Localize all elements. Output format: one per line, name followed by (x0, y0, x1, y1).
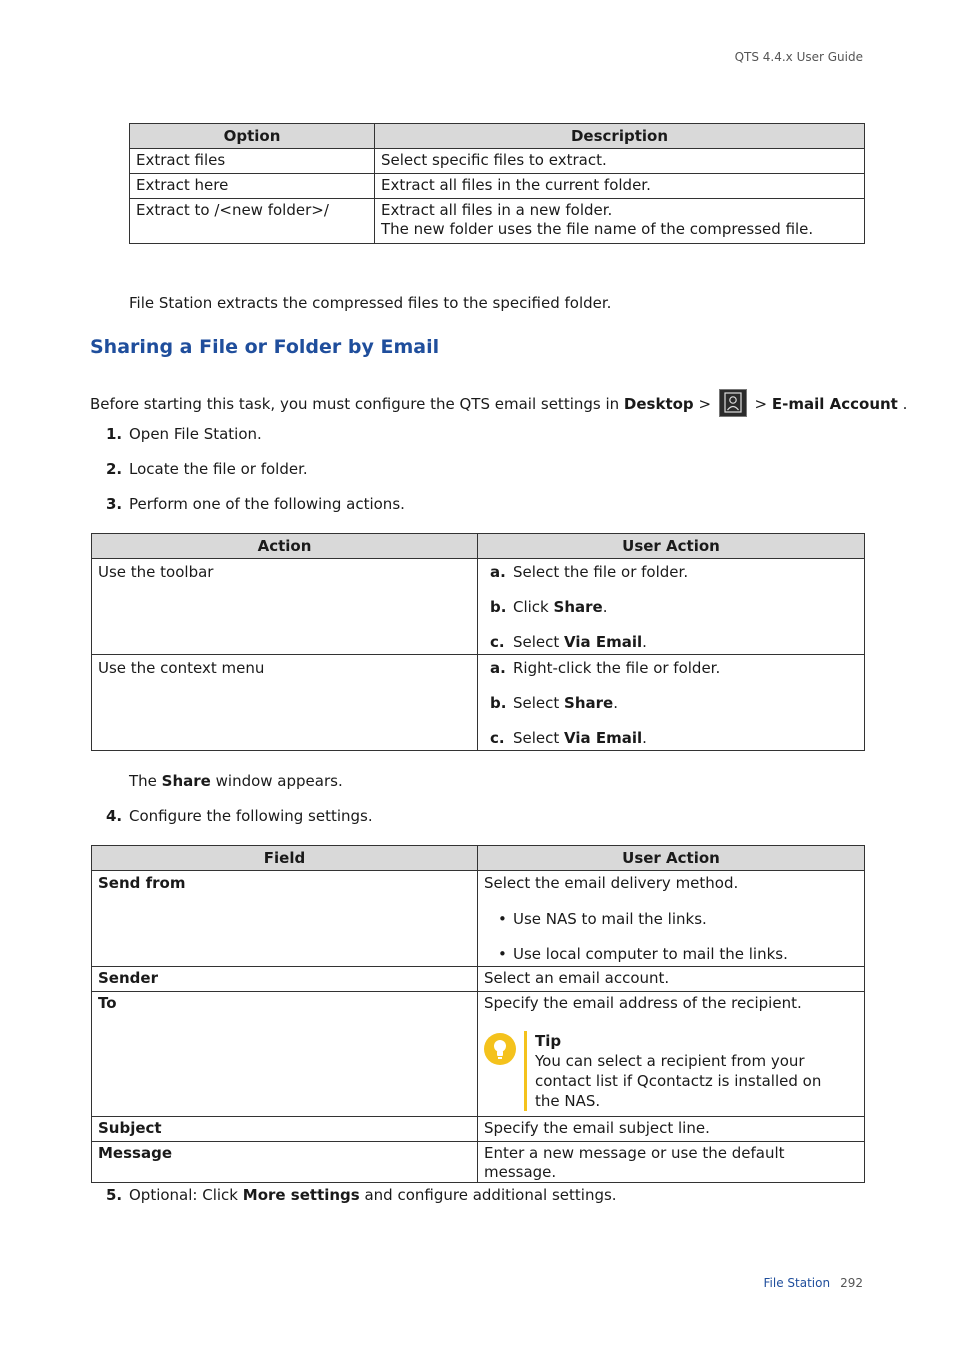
step-text: Open File Station. (129, 425, 262, 443)
action-cell: Use the toolbar (92, 559, 478, 655)
sub-text: . (642, 633, 647, 651)
table-cell: Extract here (130, 174, 375, 199)
field-send-from: Send from (92, 871, 478, 967)
cell-text: Enter a new message or use the default message. (478, 1142, 865, 1183)
desktop-label: Desktop (623, 395, 694, 413)
tip-line: contact list if Qcontactz is installed on (535, 1072, 822, 1090)
sub-bold: Share (553, 598, 603, 616)
col-header-user-action: User Action (478, 534, 865, 559)
field-message: Message (92, 1142, 478, 1183)
cell-text: Specify the email address of the recipient. (484, 994, 802, 1012)
bullet-dot: • (498, 945, 507, 963)
step-3 (106, 495, 405, 513)
tip-box (484, 1031, 858, 1111)
note-bold: Share (161, 772, 211, 790)
table-cell: Extract files (130, 149, 375, 174)
page-footer (764, 1276, 863, 1290)
cell-text: Select an email account. (478, 967, 865, 992)
user-account-icon (719, 389, 747, 417)
tip-line: the NAS. (535, 1092, 601, 1110)
sub-text: . (613, 694, 619, 712)
tip-content (535, 1031, 821, 1111)
sub-step (490, 598, 858, 617)
table-cell: Select specific files to extract. (375, 149, 865, 174)
sub-letter: b. (490, 694, 507, 712)
step-2 (106, 460, 308, 478)
extract-result-text: File Station extracts the compressed files to the specified folder. (129, 294, 612, 312)
email-account-label: E-mail Account (771, 395, 898, 413)
col-header-user-action: User Action (478, 846, 865, 871)
step-number: 2. (106, 460, 123, 478)
bullet-dot: • (498, 910, 507, 928)
send-from-cell (478, 871, 865, 967)
step-text: and configure additional settings. (359, 1186, 617, 1204)
bullet-item (484, 945, 858, 964)
sub-bold: Share (564, 694, 614, 712)
separator: > (749, 395, 772, 413)
col-header-description: Description (375, 124, 865, 149)
step-bold: More settings (242, 1186, 360, 1204)
user-action-cell (478, 559, 865, 655)
sub-letter: c. (490, 729, 505, 747)
step-text: Configure the following settings. (129, 807, 373, 825)
sub-text: Select (513, 729, 565, 747)
sub-text: Right-click the file or folder. (513, 659, 721, 677)
cell-line: Extract all files in a new folder. (381, 201, 613, 219)
sub-letter: a. (490, 563, 506, 581)
sub-bold: Via Email (564, 633, 643, 651)
lightbulb-icon (484, 1033, 516, 1065)
bullet-text: Use NAS to mail the links. (513, 910, 707, 928)
table-cell (375, 199, 865, 244)
step-text: Perform one of the following actions. (129, 495, 405, 513)
sub-bold: Via Email (564, 729, 643, 747)
sub-text: Select the file or folder. (513, 563, 689, 581)
step-number: 4. (106, 807, 123, 825)
bullet-text: Use local computer to mail the links. (513, 945, 788, 963)
sub-letter: b. (490, 598, 507, 616)
tip-title: Tip (535, 1032, 562, 1050)
step-5 (106, 1186, 617, 1204)
footer-section: File Station (763, 1276, 831, 1290)
sub-letter: a. (490, 659, 506, 677)
bullet-item (484, 910, 858, 929)
col-header-action: Action (92, 534, 478, 559)
sub-text: . (602, 598, 608, 616)
page-number: 292 (840, 1276, 863, 1290)
step-number: 5. (106, 1186, 123, 1204)
intro-paragraph (90, 389, 907, 417)
table-cell: Extract all files in the current folder. (375, 174, 865, 199)
sub-letter: c. (490, 633, 505, 651)
step-1 (106, 425, 262, 443)
sub-step (490, 633, 858, 652)
to-cell (478, 992, 865, 1117)
share-window-note (129, 772, 343, 790)
sub-step (490, 659, 858, 678)
sub-step (490, 729, 858, 748)
sub-text: Select (513, 694, 565, 712)
tip-divider (524, 1031, 527, 1111)
running-header: QTS 4.4.x User Guide (734, 50, 863, 64)
step-text: Optional: Click (129, 1186, 243, 1204)
sub-text: Select (513, 633, 565, 651)
col-header-option: Option (130, 124, 375, 149)
note-text: window appears. (210, 772, 343, 790)
table-cell: Extract to /<new folder>/ (130, 199, 375, 244)
cell-text: Specify the email subject line. (478, 1117, 865, 1142)
cell-text: Select the email delivery method. (484, 874, 739, 892)
sub-text: . (642, 729, 647, 747)
action-table (91, 533, 865, 751)
step-4 (106, 807, 373, 825)
tip-line: You can select a recipient from your (535, 1052, 805, 1070)
extract-options-table (129, 123, 865, 244)
sub-text: Click (513, 598, 554, 616)
field-subject: Subject (92, 1117, 478, 1142)
settings-table (91, 845, 865, 1183)
sub-step (490, 694, 858, 713)
cell-line: The new folder uses the file name of the compressed file. (381, 220, 814, 238)
step-number: 1. (106, 425, 123, 443)
field-to: To (92, 992, 478, 1117)
note-text: The (129, 772, 162, 790)
col-header-field: Field (92, 846, 478, 871)
section-title: Sharing a File or Folder by Email (90, 336, 440, 358)
step-number: 3. (106, 495, 123, 513)
step-text: Locate the file or folder. (129, 460, 308, 478)
user-action-cell (478, 655, 865, 751)
sub-step (490, 563, 858, 582)
intro-text: Before starting this task, you must configure the QTS email settings in (90, 395, 624, 413)
intro-end: . (897, 395, 908, 413)
action-cell: Use the context menu (92, 655, 478, 751)
field-sender: Sender (92, 967, 478, 992)
separator: > (693, 395, 716, 413)
